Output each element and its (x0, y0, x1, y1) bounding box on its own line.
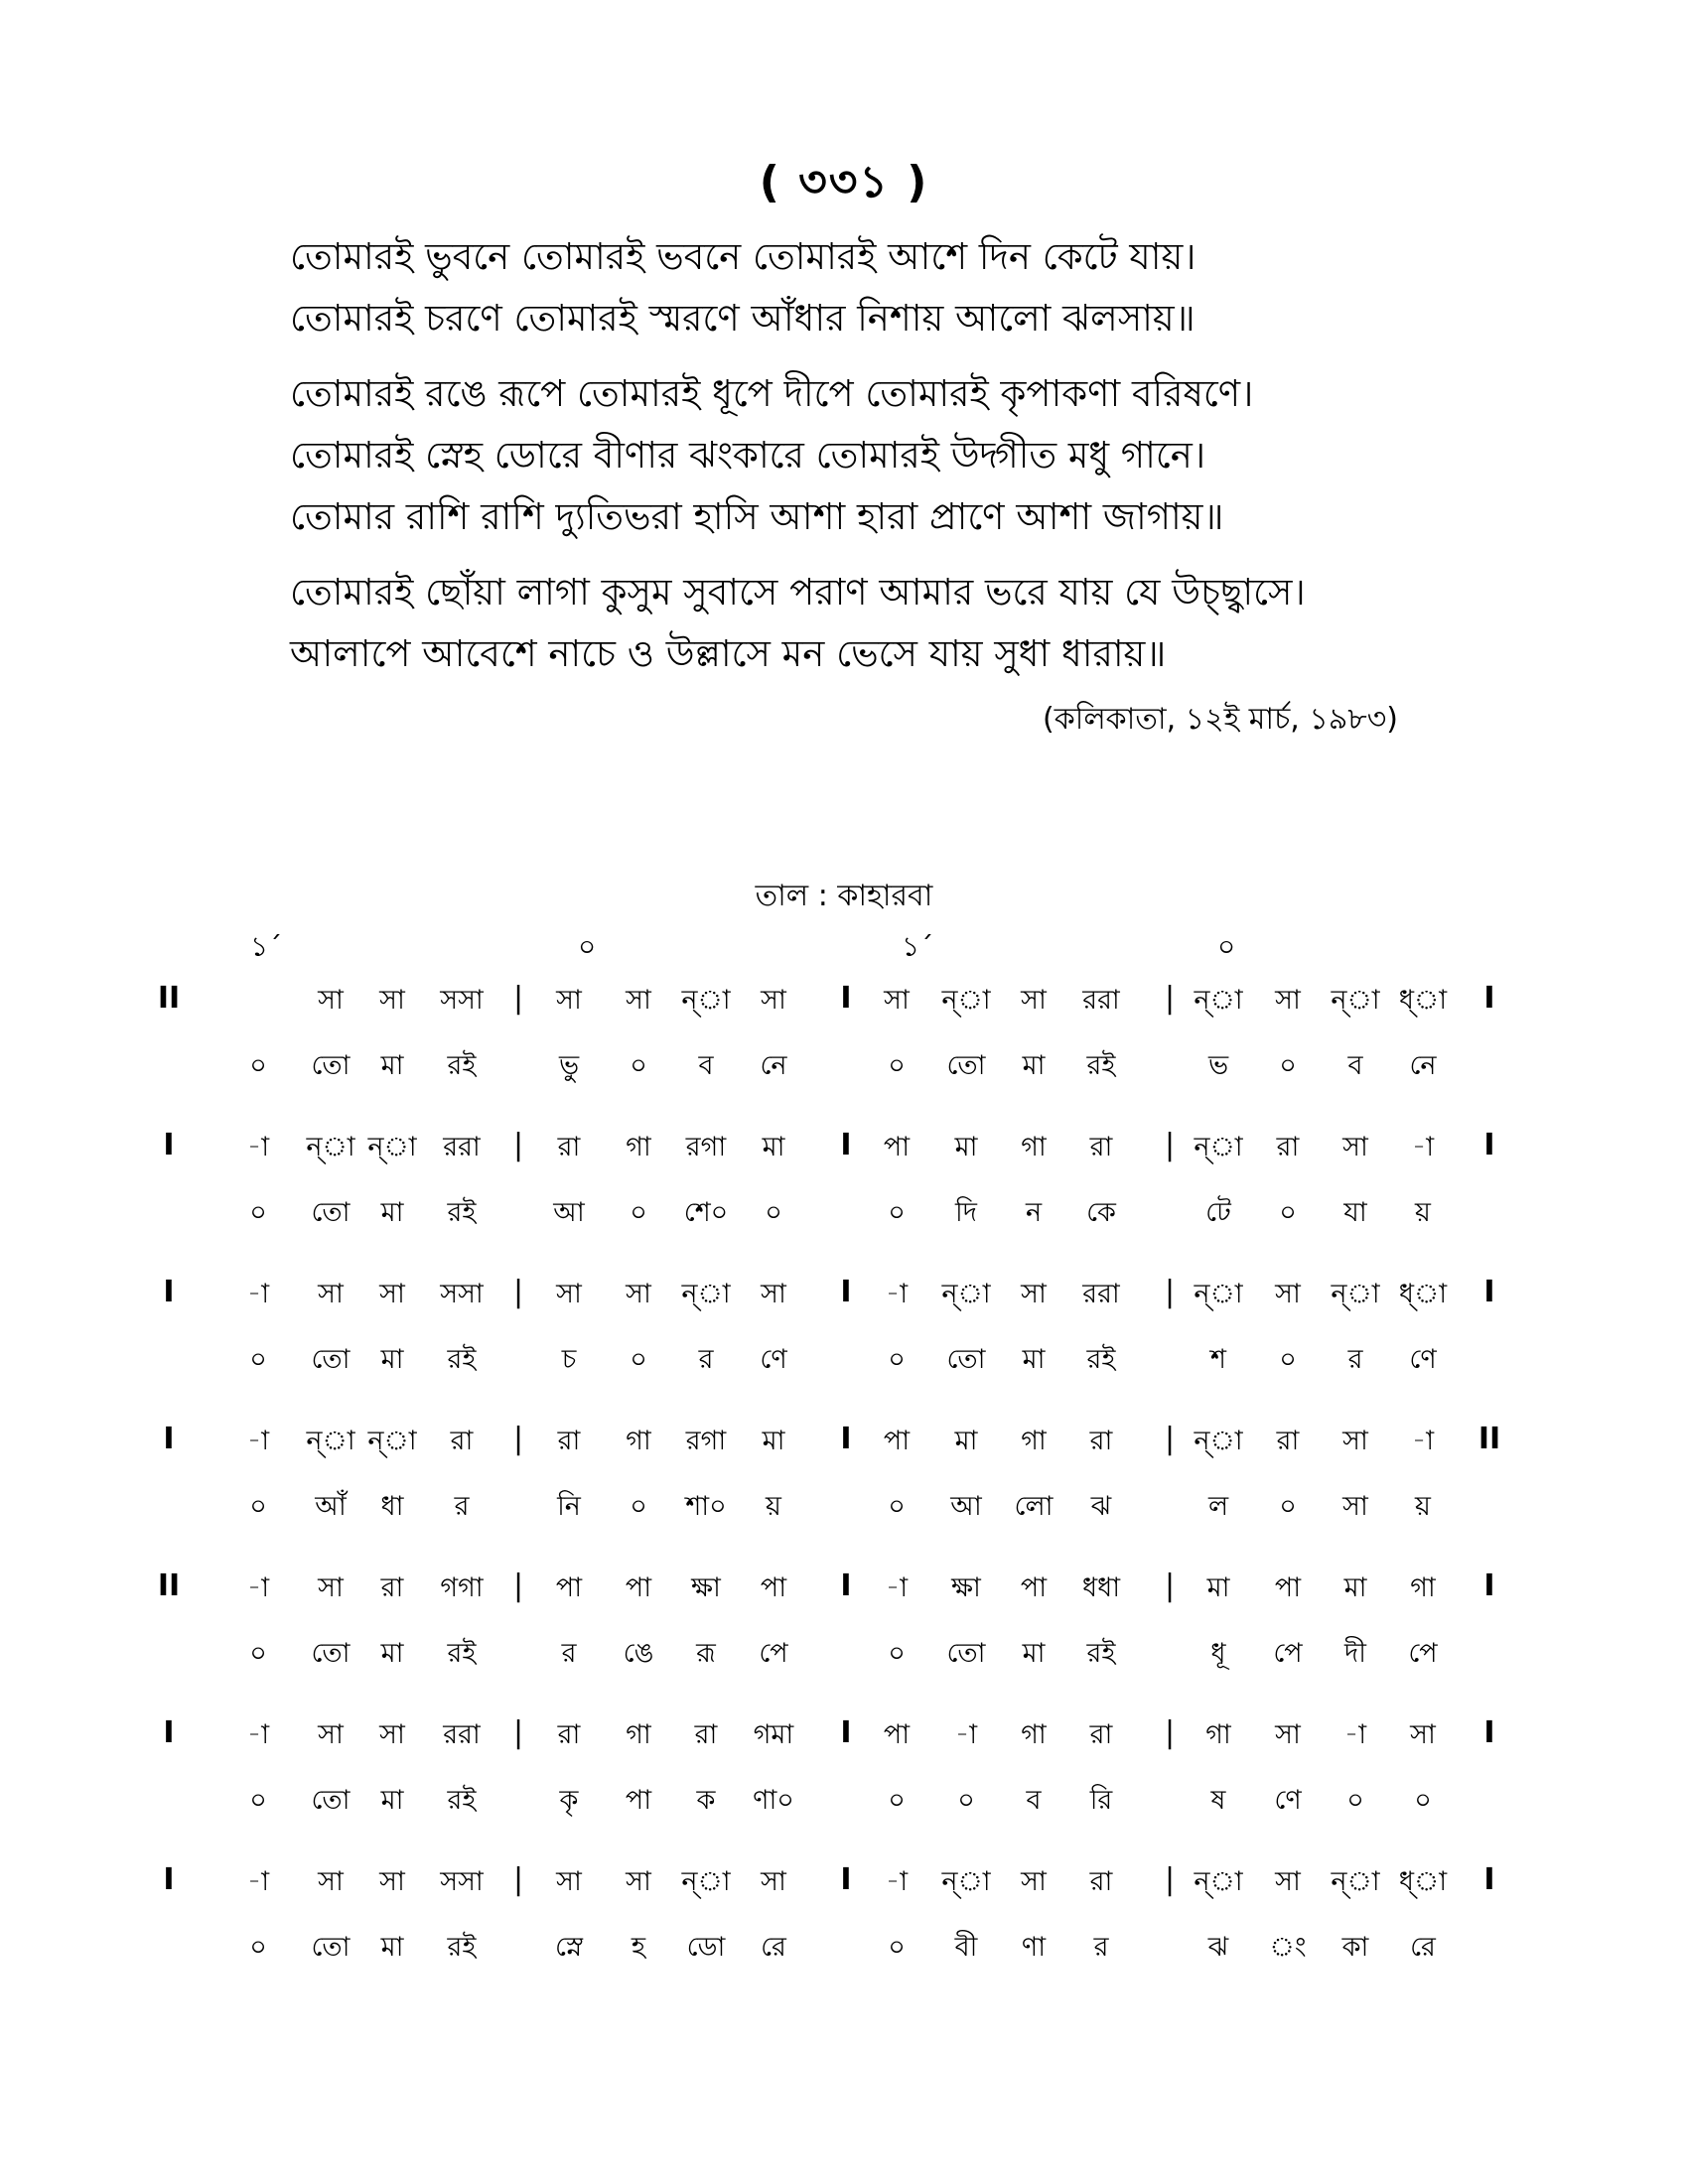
lyric-syllable: পে (759, 1638, 788, 1669)
lyric-syllable: ০ (249, 1785, 267, 1816)
lyric-syllable: নি (557, 1491, 581, 1522)
swara-note: সা (761, 1866, 786, 1897)
swara-note: রা (694, 1719, 718, 1750)
bar-line: I (840, 1128, 852, 1162)
lyric-syllable: মা (380, 1785, 404, 1816)
lyric-syllable: নে (1409, 1050, 1437, 1081)
lyric-syllable: য় (1415, 1197, 1431, 1228)
swara-note: মা (954, 1132, 978, 1162)
lyric-syllable: ডো (686, 1932, 726, 1963)
lyric-syllable: ধূ (1210, 1638, 1226, 1669)
lyric-syllable-row (164, 1768, 1524, 1834)
swara-row (164, 1409, 1524, 1474)
lyric-syllable: ০ (249, 1050, 267, 1081)
lyric-syllable: ০ (1346, 1785, 1364, 1816)
lyric-syllable: ০ (630, 1050, 647, 1081)
swara-note: সা (1342, 1132, 1368, 1162)
swara-note: সা (1021, 985, 1047, 1016)
lyric-syllable: ০ (888, 1491, 906, 1522)
lyric-syllable: ০ (1279, 1344, 1297, 1375)
swara-note: পা (883, 1426, 911, 1456)
lyric-line: তোমারই ছোঁয়া লাগা কুসুম সুবাসে পরাণ আমার ভরে যায় যে উচ্ছ্বাসে। (290, 571, 1306, 614)
swara-note: মা (1343, 1572, 1367, 1603)
swara-note: ন্া (1331, 1866, 1380, 1897)
bar-line: I (840, 1862, 852, 1897)
swara-note: -া (954, 1719, 978, 1750)
lyric-syllable: ০ (249, 1638, 267, 1669)
swara-note: গা (626, 1719, 651, 1750)
swara-note: রা (450, 1426, 474, 1456)
swara-note: সা (318, 1719, 344, 1750)
lyric-syllable: পা (625, 1785, 652, 1816)
swara-note: রগা (685, 1426, 727, 1456)
swara-note: সা (1021, 1866, 1047, 1897)
bar-line: I (163, 1862, 175, 1897)
swara-note: সা (1275, 1279, 1301, 1309)
swara-note: ন্া (367, 1132, 417, 1162)
lyric-syllable: ০ (249, 1344, 267, 1375)
bar-line: | (512, 1275, 524, 1309)
swara-note: ন্া (1194, 1866, 1243, 1897)
swara-note: সা (556, 1866, 582, 1897)
lyric-syllable-row (164, 1180, 1524, 1246)
swara-note: ররা (443, 1719, 481, 1750)
lyric-syllable: মা (380, 1344, 404, 1375)
lyric-syllable: আ (553, 1197, 585, 1228)
swara-note: -া (246, 1866, 270, 1897)
notation-table (157, 968, 1524, 1996)
lyric-syllable: চ (561, 1344, 577, 1375)
swara-note: রা (1276, 1132, 1300, 1162)
lyric-syllable: র (454, 1491, 470, 1522)
lyric-syllable: ঝ (1090, 1491, 1112, 1522)
lyric-syllable-row (164, 1915, 1524, 1980)
swara-note: সা (379, 1866, 405, 1897)
lyric-syllable: মা (1022, 1050, 1046, 1081)
swara-note: সা (884, 985, 910, 1016)
swara-note: সা (556, 985, 582, 1016)
swara-note: সা (626, 1279, 651, 1309)
swara-note: পা (883, 1132, 911, 1162)
swara-note: -া (246, 1719, 270, 1750)
swara-note: রা (1276, 1426, 1300, 1456)
lyric-syllable: কে (1086, 1197, 1116, 1228)
lyric-syllable-row (164, 1621, 1524, 1687)
swara-row (164, 1849, 1524, 1915)
swara-note: ন্া (681, 1279, 731, 1309)
lyric-syllable: তো (946, 1050, 986, 1081)
lyric-syllable: তো (946, 1344, 986, 1375)
bar-line: I (163, 1275, 175, 1309)
swara-note: পা (555, 1572, 583, 1603)
bar-line: I (840, 981, 852, 1016)
lyric-syllable: কা (1341, 1932, 1369, 1963)
swara-note: ররা (443, 1132, 481, 1162)
swara-note: ন্া (941, 1866, 991, 1897)
swara-note: পা (625, 1572, 652, 1603)
lyric-syllable: তো (311, 1785, 351, 1816)
lyric-syllable: শ (1210, 1344, 1226, 1375)
lyric-syllable: রে (1410, 1932, 1436, 1963)
notation-block (164, 1262, 1524, 1409)
bar-line: | (512, 1422, 524, 1456)
swara-row (164, 1703, 1524, 1768)
bar-line: I (163, 1422, 175, 1456)
lyric-syllable: নে (760, 1050, 787, 1081)
swara-note: -া (885, 1866, 909, 1897)
lyric-syllable: ০ (888, 1638, 906, 1669)
bar-line: | (512, 1715, 524, 1750)
swara-note: রা (557, 1426, 581, 1456)
lyric-syllable: আ (950, 1491, 982, 1522)
lyric-syllable: ০ (630, 1491, 647, 1522)
lyric-syllable: ০ (1414, 1785, 1432, 1816)
lyric-syllable: শে০ (683, 1197, 729, 1228)
lyric-syllable: বী (954, 1932, 978, 1963)
bar-line: I (163, 1715, 175, 1750)
lyric-syllable: স্নে (554, 1932, 584, 1963)
lyric-syllable: ঝ (1207, 1932, 1229, 1963)
swara-note: -া (246, 1279, 270, 1309)
bar-line: | (512, 1128, 524, 1162)
lyric-syllable: ০ (888, 1932, 906, 1963)
lyric-syllable: ণা০ (753, 1785, 794, 1816)
bar-line: II (1477, 1422, 1501, 1456)
lyric-syllable: তো (311, 1344, 351, 1375)
lyric-syllable-row (164, 1033, 1524, 1099)
lyric-syllable: ০ (888, 1197, 906, 1228)
swara-row (157, 968, 1524, 1033)
lyric-syllable: র (1347, 1344, 1363, 1375)
bar-line: | (1164, 1422, 1176, 1456)
swara-note: মা (762, 1426, 785, 1456)
swara-note: সা (1410, 1719, 1436, 1750)
lyric-syllable: ষ (1210, 1785, 1226, 1816)
lyric-syllable: মা (380, 1197, 404, 1228)
lyric-syllable: রই (447, 1197, 477, 1228)
swara-note: ন্া (367, 1426, 417, 1456)
lyric-syllable: লো (1014, 1491, 1054, 1522)
swara-note: সা (318, 1572, 344, 1603)
bar-line: II (157, 1569, 181, 1603)
lyric-syllable: ধা (380, 1491, 404, 1522)
bar-line: II (157, 981, 181, 1016)
swara-note: সসা (440, 985, 484, 1016)
lyric-syllable: আঁ (315, 1491, 347, 1522)
lyric-line: তোমারই ভুবনে তোমারই ভবনে তোমারই আশে দিন কেটে যায়। (290, 235, 1196, 278)
lyric-syllable: মা (380, 1050, 404, 1081)
swara-note: রগা (685, 1132, 727, 1162)
swara-note: ন্া (681, 1866, 731, 1897)
lyric-syllable: ণা (1021, 1932, 1047, 1963)
notation-block (164, 1409, 1524, 1556)
lyric-syllable: রই (447, 1344, 477, 1375)
swara-note: সা (379, 985, 405, 1016)
lyric-syllable: তো (311, 1050, 351, 1081)
swara-note: ন্া (1331, 1279, 1380, 1309)
notation-block (157, 1556, 1524, 1703)
swara-note: রা (380, 1572, 404, 1603)
swara-note: মা (1206, 1572, 1230, 1603)
swara-note: রা (1089, 1866, 1113, 1897)
lyric-syllable: মা (380, 1932, 404, 1963)
lyric-syllable: রই (447, 1050, 477, 1081)
notation-block (164, 1115, 1524, 1262)
lyric-syllable: রই (1086, 1050, 1116, 1081)
lyric-syllable: তো (311, 1932, 351, 1963)
lyric-syllable: তো (311, 1638, 351, 1669)
swara-note: -া (1411, 1426, 1435, 1456)
lyric-syllable: ব (698, 1050, 714, 1081)
lyric-syllable: ০ (765, 1197, 782, 1228)
lyric-syllable: ০ (888, 1344, 906, 1375)
lyric-syllable: রে (761, 1932, 786, 1963)
tala-label: তাল : কাহারবা (755, 879, 933, 913)
swara-note: সা (761, 985, 786, 1016)
bar-line: | (512, 1569, 524, 1603)
swara-note: সা (626, 985, 651, 1016)
swara-note: পা (760, 1572, 787, 1603)
bar-line: I (1483, 1715, 1495, 1750)
swara-note: রা (557, 1132, 581, 1162)
swara-note: -া (1343, 1719, 1367, 1750)
bar-line: | (1164, 1862, 1176, 1897)
swara-note: -া (246, 1132, 270, 1162)
bar-line: | (512, 981, 524, 1016)
notation-block (157, 968, 1524, 1115)
lyric-syllable: হ (631, 1932, 646, 1963)
lyric-syllable: ০ (888, 1785, 906, 1816)
swara-note: পা (883, 1719, 911, 1750)
stanza-2 (290, 363, 1481, 548)
bar-line: I (1483, 1128, 1495, 1162)
lyric-syllable: রই (447, 1932, 477, 1963)
lyric-syllable: ব (1026, 1785, 1042, 1816)
swara-note: গা (1021, 1426, 1047, 1456)
lyric-syllable: ক (696, 1785, 716, 1816)
bar-line: I (840, 1715, 852, 1750)
beat-marks (0, 925, 1688, 965)
swara-note: গগা (440, 1572, 484, 1603)
lyric-syllable: দি (955, 1197, 977, 1228)
swara-note: গা (626, 1426, 651, 1456)
bar-line: I (1483, 981, 1495, 1016)
swara-note: ররা (1082, 1279, 1120, 1309)
swara-note: রা (1089, 1132, 1113, 1162)
swara-note: ন্া (1194, 1279, 1243, 1309)
swara-note: ধ্া (1398, 1866, 1448, 1897)
bar-line: | (1164, 1275, 1176, 1309)
lyric-syllable: মা (1022, 1344, 1046, 1375)
lyric-syllable: পে (1408, 1638, 1438, 1669)
lyric-syllable: ০ (1279, 1491, 1297, 1522)
swara-row (164, 1262, 1524, 1327)
lyric-syllable: যা (1343, 1197, 1367, 1228)
lyric-syllable: ০ (1279, 1197, 1297, 1228)
swara-note: ধ্া (1398, 1279, 1448, 1309)
lyric-syllable: ০ (249, 1491, 267, 1522)
swara-note: সা (318, 1279, 344, 1309)
lyric-syllable: ০ (630, 1197, 647, 1228)
bar-line: I (840, 1422, 852, 1456)
swara-note: গমা (753, 1719, 794, 1750)
swara-note: ন্া (1194, 1132, 1243, 1162)
lyric-syllable: রই (1086, 1638, 1116, 1669)
swara-note: -া (1411, 1132, 1435, 1162)
beat-mark: ১´ (250, 930, 283, 963)
swara-note: গা (1410, 1572, 1436, 1603)
bar-line: I (1483, 1862, 1495, 1897)
lyric-syllable: ণে (760, 1344, 787, 1375)
swara-note: সা (626, 1866, 651, 1897)
lyric-syllable: মা (1022, 1638, 1046, 1669)
swara-note: পা (1020, 1572, 1048, 1603)
lyric-syllable: সা (1342, 1491, 1368, 1522)
lyric-syllable: র (1093, 1932, 1109, 1963)
lyric-syllable: ০ (249, 1932, 267, 1963)
swara-note: ন্া (941, 985, 991, 1016)
stanza-3 (290, 562, 1481, 685)
lyric-syllable: ণে (1274, 1785, 1302, 1816)
bar-line: I (1483, 1569, 1495, 1603)
swara-note: সা (1275, 985, 1301, 1016)
lyric-syllable: ং (1269, 1932, 1307, 1963)
swara-note: মা (954, 1426, 978, 1456)
beat-mark: ০ (578, 930, 597, 963)
swara-note: সসা (440, 1866, 484, 1897)
lyric-syllable: ০ (957, 1785, 975, 1816)
lyric-syllable: য় (1415, 1491, 1431, 1522)
swara-note: সা (379, 1719, 405, 1750)
swara-note: -া (246, 1572, 270, 1603)
lyric-syllable: রই (1086, 1344, 1116, 1375)
lyric-syllable: পে (1273, 1638, 1303, 1669)
swara-note: সা (1021, 1279, 1047, 1309)
swara-row (164, 1115, 1524, 1180)
lyric-syllable: ০ (1279, 1050, 1297, 1081)
lyric-syllable: রই (447, 1785, 477, 1816)
swara-note: রা (1089, 1426, 1113, 1456)
lyric-line: তোমারই রঙে রূপে তোমারই ধূপে দীপে তোমারই কৃপাকণা বরিষণে। (290, 372, 1254, 415)
swara-note: ধধা (1081, 1572, 1121, 1603)
lyric-syllable-row (164, 1327, 1524, 1393)
lyric-syllable: ভু (558, 1050, 580, 1081)
bar-line: I (840, 1569, 852, 1603)
swara-note: সা (318, 985, 344, 1016)
lyric-syllable: ঙে (623, 1638, 654, 1669)
swara-note: ররা (1082, 985, 1120, 1016)
swara-note: সসা (440, 1279, 484, 1309)
lyric-line: তোমার রাশি রাশি দ্যুতিভরা হাসি আশা হারা প্রাণে আশা জাগায়॥ (290, 495, 1224, 538)
swara-note: ন্া (1194, 985, 1243, 1016)
lyric-syllable: ০ (249, 1197, 267, 1228)
lyric-syllable: তো (946, 1638, 986, 1669)
swara-note: -া (885, 1279, 909, 1309)
lyric-line: তোমারই চরণে তোমারই স্মরণে আঁধার নিশায় আলো ঝলসায়॥ (290, 297, 1196, 340)
attribution: (কলিকাতা, ১২ই মার্চ, ১৯৮৩) (1043, 702, 1398, 737)
swara-note: ন্া (306, 1426, 355, 1456)
lyric-syllable-row (164, 1474, 1524, 1540)
lyric-syllable: ন (1025, 1197, 1043, 1228)
lyric-syllable: টে (1205, 1197, 1231, 1228)
notation-block (164, 1703, 1524, 1849)
bar-line: | (1164, 1715, 1176, 1750)
swara-note: গা (1205, 1719, 1231, 1750)
swara-note: ন্া (1331, 985, 1380, 1016)
lyric-line: তোমারই স্নেহ ডোরে বীণার ঝংকারে তোমারই উদ্গীত মধু গানে। (290, 434, 1206, 477)
swara-note: মা (762, 1132, 785, 1162)
lyric-syllable: রই (447, 1638, 477, 1669)
lyrics (290, 226, 1481, 699)
stanza-1 (290, 226, 1481, 349)
lyric-line: আলাপে আবেশে নাচে ও উল্লাসে মন ভেসে যায় সুধা ধারায়॥ (290, 632, 1167, 675)
lyric-syllable: য় (766, 1491, 781, 1522)
swara-note: ক্ষা (691, 1572, 721, 1603)
lyric-syllable: ল (1207, 1491, 1229, 1522)
lyric-syllable: দী (1344, 1638, 1366, 1669)
lyric-syllable: র (561, 1638, 577, 1669)
swara-note: সা (1275, 1719, 1301, 1750)
swara-note: রা (557, 1719, 581, 1750)
lyric-syllable: রি (1089, 1785, 1113, 1816)
bar-line: | (1164, 1569, 1176, 1603)
swara-note: গা (1021, 1132, 1047, 1162)
swara-note: ধ্া (1398, 985, 1448, 1016)
lyric-syllable: ণে (1409, 1344, 1437, 1375)
swara-note: ন্া (306, 1132, 355, 1162)
song-number: ( ৩৩১ ) (759, 157, 929, 207)
bar-line: I (840, 1275, 852, 1309)
swara-note: -া (246, 1426, 270, 1456)
lyric-syllable: কৃ (559, 1785, 579, 1816)
swara-note: পা (1274, 1572, 1302, 1603)
lyric-syllable: ০ (630, 1344, 647, 1375)
swara-note: সা (379, 1279, 405, 1309)
bar-line: | (1164, 981, 1176, 1016)
beat-mark: ০ (1217, 930, 1236, 963)
swara-note: ক্ষা (951, 1572, 981, 1603)
beat-mark: ১´ (902, 930, 934, 963)
lyric-syllable: তো (311, 1197, 351, 1228)
swara-note: গা (1021, 1719, 1047, 1750)
swara-note: ন্া (1194, 1426, 1243, 1456)
swara-note: -া (885, 1572, 909, 1603)
bar-line: | (1164, 1128, 1176, 1162)
swara-note: রা (1089, 1719, 1113, 1750)
swara-note: সা (761, 1279, 786, 1309)
lyric-syllable: র (698, 1344, 714, 1375)
lyric-syllable: শা০ (685, 1491, 727, 1522)
bar-line: I (163, 1128, 175, 1162)
swara-note: ন্া (681, 985, 731, 1016)
swara-note: সা (1342, 1426, 1368, 1456)
bar-line: | (512, 1862, 524, 1897)
lyric-syllable: ০ (888, 1050, 906, 1081)
bar-line: I (1483, 1275, 1495, 1309)
swara-note: গা (626, 1132, 651, 1162)
swara-note: ন্া (941, 1279, 991, 1309)
swara-row (157, 1556, 1524, 1621)
swara-note: সা (556, 1279, 582, 1309)
lyric-syllable: মা (380, 1638, 404, 1669)
swara-note: সা (1275, 1866, 1301, 1897)
notation-block (164, 1849, 1524, 1996)
swara-note: সা (318, 1866, 344, 1897)
lyric-syllable: ব (1347, 1050, 1363, 1081)
lyric-syllable: ভ (1207, 1050, 1229, 1081)
lyric-syllable: রূ (696, 1638, 716, 1669)
